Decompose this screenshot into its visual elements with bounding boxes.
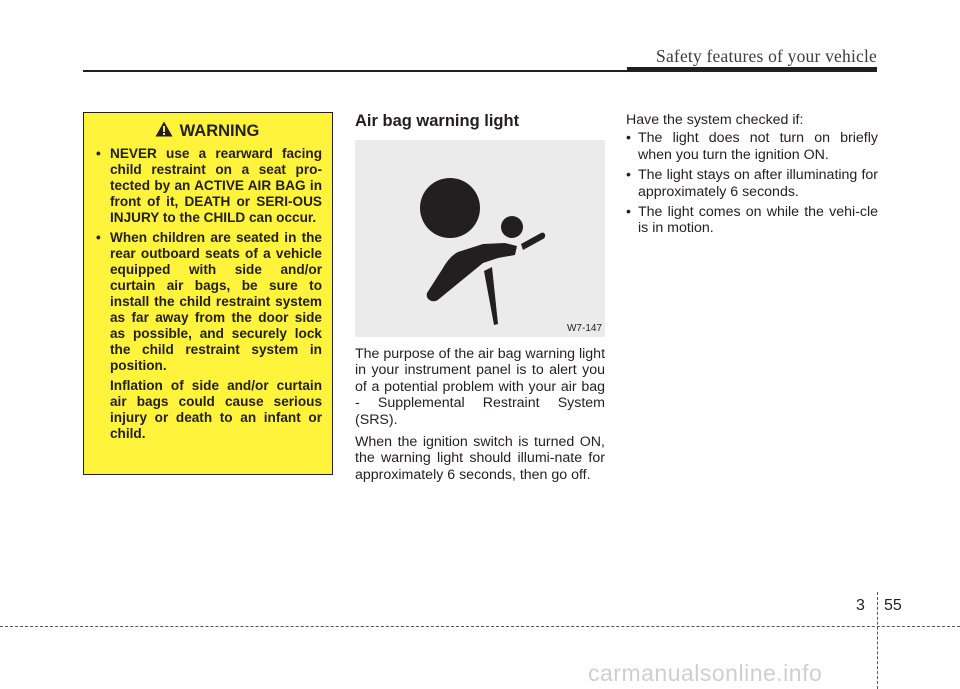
warning-heading-text: WARNING: [179, 122, 260, 140]
bullet-marker: •: [626, 130, 631, 147]
warning-item: [96, 146, 322, 226]
figure-code: W7-147: [566, 323, 602, 334]
watermark-text: carmanualsonline.info: [588, 660, 823, 686]
warning-item-text: When children are seated in the rear outboard seats of a vehicle equipped with side and/or curtain air bags, be sure to install the child restraint system as far away from the door side as possible, and securely lock the child restraint system in position.: [110, 230, 322, 373]
check-item-text: The light does not turn on briefly when you turn the ignition ON.: [638, 130, 878, 163]
section-title: Air bag warning light: [355, 112, 520, 130]
airbag-section: [355, 112, 605, 489]
check-item: [626, 204, 878, 237]
bullet-marker: •: [96, 230, 101, 245]
chapter-number: 3: [856, 597, 865, 614]
airbag-warning-light-icon: [355, 140, 605, 337]
bullet-marker: •: [96, 146, 101, 161]
warning-item: [96, 230, 322, 374]
check-section: [626, 112, 878, 241]
warning-box: [83, 112, 333, 475]
check-intro: Have the system checked if:: [626, 112, 804, 128]
warning-triangle-icon: [155, 121, 173, 142]
footer-divider: [877, 592, 878, 689]
airbag-figure: [355, 140, 605, 337]
check-item-text: The light comes on while the vehi-cle is in motion.: [638, 204, 878, 237]
warning-extra-paragraph: Inflation of side and/or curtain air bags could cause serious injury or death to an infant or child.: [110, 378, 322, 441]
page-number: 55: [884, 597, 902, 614]
section-header-title: Safety features of your vehicle: [656, 46, 877, 66]
warning-heading: [92, 121, 322, 142]
body-paragraph: When the ignition switch is turned ON, the warning light should illumi-nate for approximately 6 seconds, then go off.: [355, 434, 605, 483]
check-item-text: The light stays on after illuminating for approximately 6 seconds.: [638, 167, 878, 200]
footer-rule: [0, 626, 960, 627]
warning-item-text: NEVER use a rearward facing child restraint on a seat pro-tected by an ACTIVE AIR BAG in front of it, DEATH or SERI-OUS INJURY to the CHILD can occur.: [110, 146, 322, 225]
check-item: [626, 167, 878, 200]
bullet-marker: •: [626, 167, 631, 184]
body-paragraph: The purpose of the air bag warning light in your instrument panel is to alert you of a potential problem with your air bag - Supplemental Restraint System (SRS).: [355, 346, 606, 428]
check-item: [626, 130, 878, 163]
bullet-marker: •: [626, 204, 631, 221]
header-accent-bar: [627, 67, 877, 72]
